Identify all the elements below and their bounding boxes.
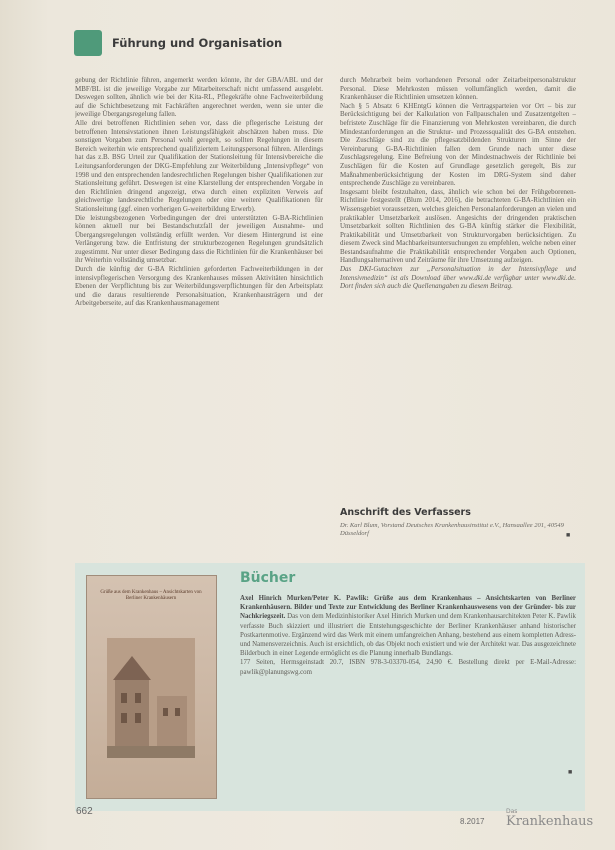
book-review — [240, 594, 576, 799]
book-cover — [86, 575, 217, 799]
paragraph: Alle drei betroffenen Richtlinien sehen vor, dass die pflegerische Leistung der betroffenen Intensivstationen ihnen Leistungsfähigkeit abschätzen haben muss. Die sonstigen Vorgaben zum Personal wohl geregelt, so sollten Regelungen in diesem Bereich weiterhin wie entsprechend qualifiziertem Leitungspersonal führen. Allerdings hat das z.B. BSG Urteil zur Qualifikation der Stationsleitung für Intensivbereiche die Leitungsanforderungen der DKG-Empfehlung zur Weiterbildung „Intensivpflege“ von 1998 und den entsprechenden landesrechtlichen Regelungen bisher Qualifikationen zur Stationsleitung geführt. Deswegen ist eine Klarstellung der entsprechenden Vorgabe in den Richtlinien dringend angezeigt, etwa durch einen expliziten Verweis auf gleichwertige landesrechtliche Regelungen oder eine weitere Qualifikationen für Stationsleitung (ggf. einen vorherigen G-weiterbildung Erwerb). — [75, 118, 323, 213]
page-number: 662 — [76, 806, 93, 817]
cover-title: Grüße aus dem Krankenhaus – Ansichtskarten von Berliner Krankenhäusern — [100, 590, 202, 601]
right-column — [340, 76, 576, 506]
author-address: Dr. Karl Blum, Vorstand Deutsches Krankenhausinstitut e.V., Hansaallee 201, 40549 Düsseldorf — [340, 522, 564, 538]
issue-label: 8.2017 — [460, 817, 485, 826]
journal-logo — [506, 808, 594, 832]
paragraph: Durch die künftig der G-BA Richtlinien geforderten Fachweiterbildungen in der intensivpflegerischen Versorgung des Krankenhauses müssen Aktivitäten hinsichtlich Ebenen der Verpflichtung bis zur Weiterbildungsverpflichtungen für den Arbeitsplatz und die daraus resultierende Personalsituation, Krankenhausträgern und der Arbeitgeberseite, auf das Krankenhausmanagement — [75, 265, 323, 308]
logo-big-text: Krankenhaus — [506, 814, 594, 829]
paragraph: durch Mehrarbeit beim vorhandenen Personal oder Zeitarbeitpersonalstruktur Personal. Diese Mehrkosten müssen vollumfänglich werden, damit die Krankenhäuser die Richtlinien umsetzen können. — [340, 76, 576, 102]
book-title: Axel Hinrich Murken/Peter K. Pawlik: Grüße aus dem Krankenhaus – Ansichtskarten von Berliner Krankenhäusern. Bilder und Texte zur Entwicklung des Berliner Krankenhauswesens von der Gründer- bis zur Nachkriegszeit. — [240, 595, 576, 621]
author-heading: Anschrift des Verfassers — [340, 507, 471, 518]
paragraph: gebung der Richtlinie führen, angemerkt werden könnte, ihr der GBA/ABL und der MBF/BL ist die jeweilige Vorgabe zur Mitarbeiterschaft nicht umfassend ausgelebt. Deswegen sollten, ähnlich wie bei der Kita-RL, Pflegekräfte ohne Fachweiterbildung auf die Schichtbesetzung mit Fachkräften angerechnet werden, wenn sie unter die jeweilige Übergangsregelung fallen. — [75, 76, 323, 119]
end-mark: ■ — [568, 769, 573, 776]
section-title: Führung und Organisation — [112, 36, 283, 50]
logo-small-text: Das — [506, 808, 518, 815]
paragraph: Insgesamt bleibt festzuhalten, dass, ähnlich wie schon bei der Frühgeborenen-Richtlinie festgestellt (Blum 2014, 2016), die betrachteten G-BA-Richtlinien ein Wissensgebiet voraussetzen, welches gleichen Personalanforderungen an vielen und praktikabler Umsetzbarkeit auslösen. Angesichts der dringenden praktischen Umsetzbarkeit sollten Richtlinien des G-BA künftig stärker die Flexibilität, Praktikabilität und Umsetzbarkeit von Strukturvorgaben berücksichtigen. Zu diesem Zweck sind Machbarkeitsuntersuchungen zu empfehlen, welche neben einer Bestandsaufnahme die Praktikabilität entsprechender Vorgaben auch Optionen, Handlungsalternativen und Zeiträume für ihre Umsetzung aufzeigen. — [340, 187, 576, 265]
download-note: Das DKI-Gutachten zur „Personalsituation in der Intensivpflege und Intensivmedizin“ ist als Download über www.dki.de verfügbar unter www.dki.de. Dort finden sich auch die Quellenangaben zu diesem Beitrag. — [340, 265, 576, 291]
end-mark: ■ — [566, 532, 571, 539]
cover-illustration — [107, 638, 195, 758]
section-color-tab — [74, 30, 102, 56]
paragraph: Die leistungsbezogenen Vorbedingungen der drei unterstützten G-BA-Richtlinien können aktuell nur bei Bestandschutzfall der jeweiligen Ausnahme- und Übergangsregelungen vollständig erfüllt werden. Vor diesem Hintergrund ist eine Verlängerung bzw. die Entfristung der strukturbezogenen Regelungen grundsätzlich zugestimmt. Nur unter dieser Bedingung dass die Richtlinien für die Krankenhäuser bei ihr Weiterhin vollständig umsetzbar. — [75, 213, 323, 265]
left-column — [75, 76, 323, 551]
book-review-body: Das von dem Medizinhistoriker Axel Hinrich Murken und dem Krankenhausarchitekten Peter K. Pawlik verfasste Buch skizziert und illustriert die Entstehungsgeschichte der Berliner Krankenhäuser anhand historischer Postkartenmotive. Ergänzend wird das Werk mit einem umfangreichen Anhang, bestehend aus einem kompletten Adress- und Namensverzeichnis. Auch ist ersichtlich, ob das Objekt noch existiert und wie der Architekt war. Das ausgezeichnete Bilderbuch in einer Legende ermöglicht es die Planung innerhalb Bundlangs. — [240, 613, 576, 658]
paragraph: Nach § 5 Absatz 6 KHEntgG können die Vertragsparteien vor Ort – bis zur Berücksichtigung bei der Kalkulation von Fallpauschalen und Zusatzentgelten – befristete Zuschläge für die Finanzierung von Mehrkosten vereinbaren, die durch Mindestanforderungen an die Struktur- und Prozessqualität des G-BA entstehen. Die Zuschläge sind zu die pflegesatzbildenden Strukturen im Sinne der Vereinbarung G-BA-Richtlinien fallen dem Grunde nach unter diese Zuschlagsregelung. Eine Befreiung von der Mindestnachweis der Richtlinie bei Zuschlägen für die Kosten auf Grundlage gesetzlich geregelt, Bis zur Maßnahmenberücksichtigung der Kosten im DRG-System sind daher entsprechende Zuschläge zu vereinbaren. — [340, 101, 576, 188]
book-imprint: 177 Seiten, Hermsgeinstadt 20.7, ISBN 978-3-03370-054, 24,90 €. Bestellung direkt per E-Mail-Adresse: pawlik@planungswg.com — [240, 659, 576, 676]
books-heading: Bücher — [240, 570, 296, 586]
